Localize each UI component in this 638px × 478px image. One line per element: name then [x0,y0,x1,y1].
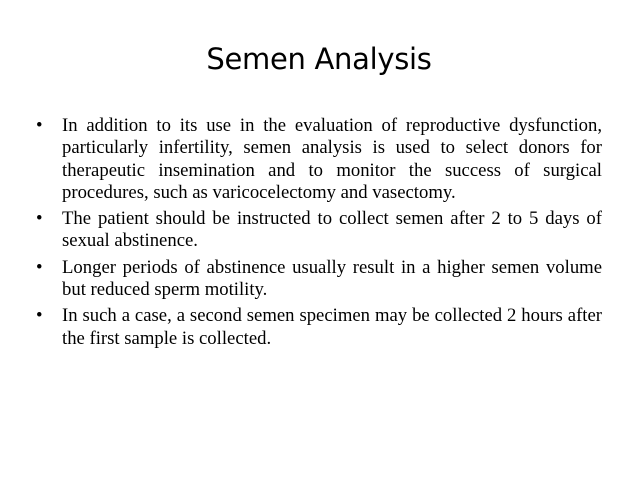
bullet-item [36,305,602,350]
bullet-item [36,257,602,302]
slide-title: Semen Analysis [206,42,432,76]
bullet-icon: • [36,305,43,327]
bullet-icon: • [36,256,43,278]
bullet-icon: • [36,115,43,136]
bullet-text: In such a case, a second semen specimen may be collected 2 hours after the first sample is collected. [62,305,602,349]
bullet-item [36,115,602,204]
bullet-text: In addition to its use in the evaluation of reproductive dysfunction, particularly infertility, semen analysis is used to select donors for therapeutic insemination and to monitor the success of surgical procedures, such as varicocelectomy and vasectomy. [62,115,602,203]
bullet-list [36,115,602,354]
bullet-icon: • [36,208,43,230]
bullet-text: The patient should be instructed to collect semen after 2 to 5 days of sexual abstinence. [62,208,602,252]
bullet-item [36,208,602,253]
bullet-text: Longer periods of abstinence usually result in a higher semen volume but reduced sperm motility. [62,256,602,301]
